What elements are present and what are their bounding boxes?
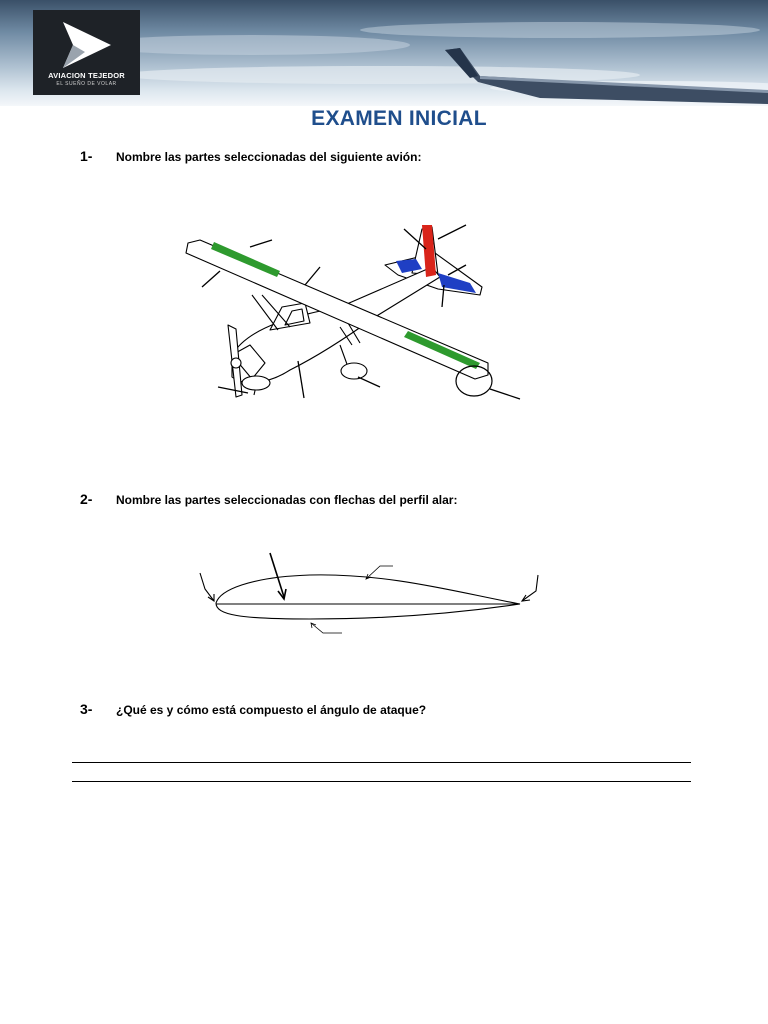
nose-wheel-fairing — [242, 376, 270, 390]
answer-line-2 — [72, 781, 691, 782]
page-title: EXAMEN INICIAL — [311, 107, 487, 130]
logo-tagline: EL SUEÑO DE VOLAR — [56, 81, 117, 87]
question-2-number: 2- — [80, 491, 93, 507]
logo-name: AVIACION TEJEDOR — [48, 71, 125, 80]
question-2-text: Nombre las partes seleccionadas con flechas del perfil alar: — [116, 493, 458, 507]
question-3-number: 3- — [80, 701, 93, 717]
main-wheel-fairing — [341, 363, 367, 379]
airfoil-profile — [216, 575, 520, 619]
airplane-diagram — [170, 195, 540, 445]
question-1-text: Nombre las partes seleccionadas del siguiente avión: — [116, 150, 422, 164]
header-banner — [0, 0, 768, 106]
airfoil-diagram — [190, 545, 550, 645]
answer-line-1 — [72, 762, 691, 763]
question-1-number: 1- — [80, 148, 93, 164]
logo — [33, 10, 140, 95]
question-3-text: ¿Qué es y cómo está compuesto el ángulo de ataque? — [116, 703, 427, 717]
